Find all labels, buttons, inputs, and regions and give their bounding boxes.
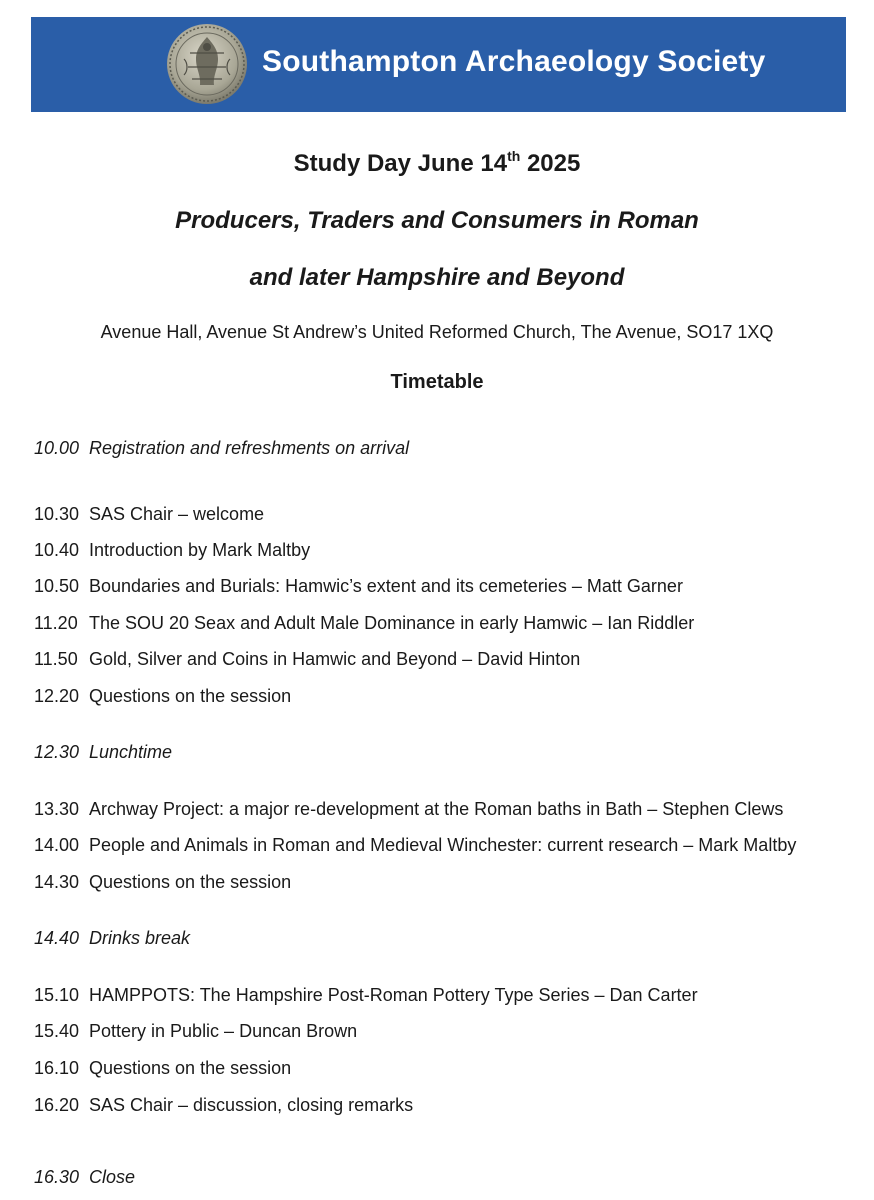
row-text: Archway Project: a major re-development at the Roman baths in Bath – Stephen Clews: [89, 799, 784, 819]
row-time: 16.30: [34, 1167, 80, 1187]
row-text: Lunchtime: [89, 742, 173, 762]
timetable-row: [34, 575, 683, 597]
row-time: 15.40: [34, 1021, 80, 1041]
row-text: Boundaries and Burials: Hamwic’s extent and its cemeteries – Matt Garner: [89, 576, 683, 596]
row-text: HAMPPOTS: The Hampshire Post-Roman Pottery Type Series – Dan Carter: [89, 985, 698, 1005]
row-text: Introduction by Mark Maltby: [89, 540, 311, 560]
row-time: 16.20: [34, 1095, 80, 1115]
timetable-row: [34, 871, 291, 893]
timetable-row: [34, 685, 291, 707]
row-time: 14.00: [34, 835, 80, 855]
row-text: The SOU 20 Seax and Adult Male Dominance in early Hamwic – Ian Riddler: [89, 613, 695, 633]
row-time: 14.30: [34, 872, 80, 892]
row-time: 14.40: [34, 928, 80, 948]
timetable-row: [34, 648, 580, 670]
theme-line-2: and later Hampshire and Beyond: [249, 264, 625, 291]
timetable-row: [34, 539, 310, 561]
row-time: 10.30: [34, 504, 80, 524]
row-text: SAS Chair – welcome: [89, 504, 265, 524]
row-text: Questions on the session: [89, 686, 292, 706]
row-time: 11.50: [34, 649, 78, 669]
row-time: 16.10: [34, 1058, 80, 1078]
row-time: 10.50: [34, 576, 80, 596]
timetable-row: [34, 834, 796, 856]
row-time: 10.40: [34, 540, 80, 560]
row-time: 12.20: [34, 686, 80, 706]
row-text: Questions on the session: [89, 1058, 292, 1078]
timetable-row: [34, 503, 264, 525]
timetable-row: [34, 1166, 135, 1188]
theme-line-1: Producers, Traders and Consumers in Roman: [175, 207, 699, 234]
row-text: Pottery in Public – Duncan Brown: [89, 1021, 358, 1041]
timetable-row: [34, 1094, 413, 1116]
row-text: Registration and refreshments on arrival: [89, 438, 410, 458]
row-time: 10.00: [34, 438, 80, 458]
timetable-row: [34, 1020, 357, 1042]
row-time: 15.10: [34, 985, 80, 1005]
title-prefix: Study Day June 14: [293, 150, 508, 177]
timetable-row: [34, 798, 783, 820]
title-suffix: 2025: [520, 150, 581, 177]
row-text: People and Animals in Roman and Medieval Winchester: current research – Mark Maltby: [89, 835, 797, 855]
row-time: 11.20: [34, 613, 78, 633]
timetable-row: [34, 612, 694, 634]
row-text: SAS Chair – discussion, closing remarks: [89, 1095, 414, 1115]
timetable-row: [34, 437, 409, 459]
society-name: Southampton Archaeology Society: [262, 45, 766, 78]
row-time: 12.30: [34, 742, 80, 762]
timetable-heading: Timetable: [390, 371, 484, 393]
row-time: 13.30: [34, 799, 80, 819]
timetable-row: [34, 984, 698, 1006]
row-text: Gold, Silver and Coins in Hamwic and Beyond – David Hinton: [89, 649, 581, 669]
row-text: Drinks break: [89, 928, 191, 948]
row-text: Questions on the session: [89, 872, 292, 892]
row-text: Close: [89, 1167, 136, 1187]
timetable-row: [34, 741, 172, 763]
venue: Avenue Hall, Avenue St Andrew’s United Reformed Church, The Avenue, SO17 1XQ: [100, 322, 774, 342]
title-superscript: th: [507, 148, 521, 164]
timetable-row: [34, 927, 190, 949]
timetable-row: [34, 1057, 291, 1079]
